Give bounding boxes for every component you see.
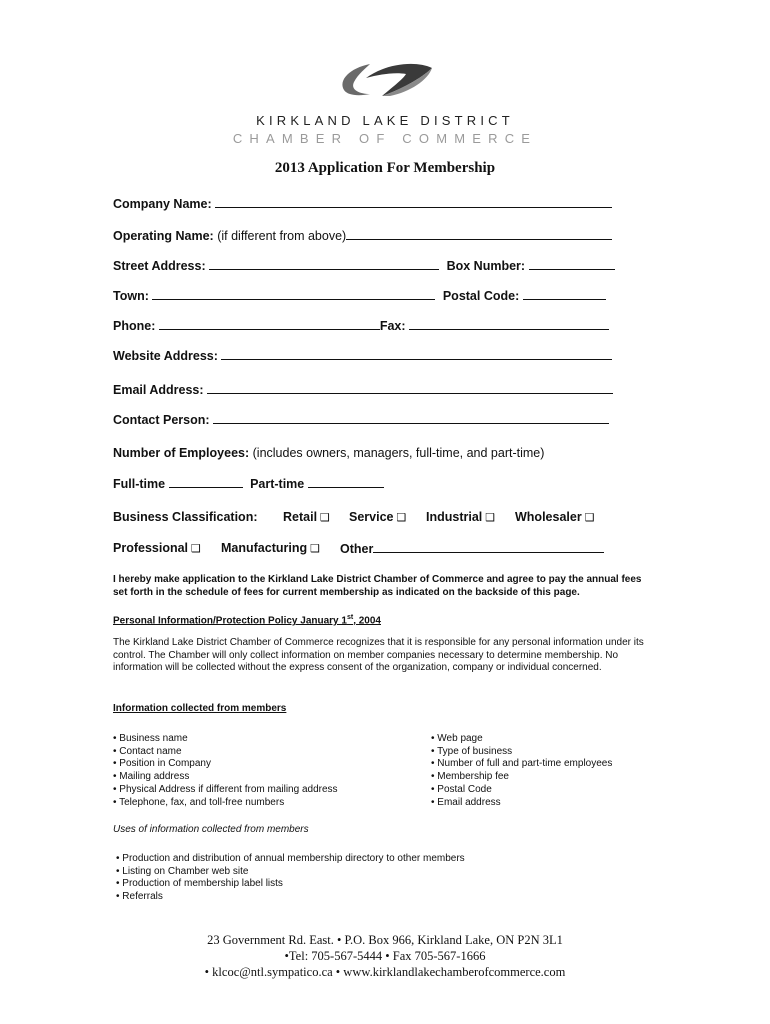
box-number-field[interactable] bbox=[529, 258, 615, 270]
list-item: • Number of full and part-time employees bbox=[431, 758, 613, 770]
box-number-label: Box Number: bbox=[446, 259, 526, 273]
list-item: • Contact name bbox=[113, 745, 182, 757]
service-label: Service bbox=[349, 510, 394, 524]
wholesaler-option[interactable] bbox=[515, 510, 595, 524]
uses-list bbox=[116, 853, 465, 904]
footer-phone: •Tel: 705-567-5444 • Fax 705-567-1666 bbox=[284, 949, 486, 963]
other-field[interactable] bbox=[373, 541, 604, 553]
list-item: • Physical Address if different from mailing address bbox=[113, 783, 338, 795]
list-item: • Production and distribution of annual membership directory to other members bbox=[116, 853, 465, 864]
contact-label: Contact Person: bbox=[113, 413, 210, 427]
contact-row bbox=[113, 412, 609, 427]
page-title: 2013 Application For Membership bbox=[274, 160, 496, 176]
footer-contact: • klcoc@ntl.sympatico.ca • www.kirklandlakechamberofcommerce.com bbox=[204, 965, 566, 979]
list-item: • Production of membership label lists bbox=[116, 878, 283, 890]
professional-option[interactable] bbox=[113, 541, 201, 555]
phone-row bbox=[113, 318, 609, 333]
phone-label: Phone: bbox=[113, 319, 156, 333]
classification-label-row bbox=[113, 510, 258, 524]
manufacturing-label: Manufacturing bbox=[221, 541, 308, 555]
policy-heading-sup: st bbox=[346, 614, 354, 621]
list-item: • Position in Company bbox=[113, 758, 211, 770]
employees-row bbox=[113, 446, 544, 460]
street-address-row bbox=[113, 258, 615, 273]
website-row bbox=[113, 348, 612, 363]
company-name-row bbox=[113, 196, 612, 211]
checkbox-icon[interactable]: ❑ bbox=[320, 511, 330, 524]
list-item: • Type of business bbox=[431, 745, 513, 757]
swoosh-logo-icon bbox=[330, 56, 440, 106]
retail-label: Retail bbox=[283, 510, 318, 524]
operating-name-note: (if different from above) bbox=[217, 229, 347, 243]
list-item: • Telephone, fax, and toll-free numbers bbox=[113, 796, 285, 808]
collected-heading: Information collected from members bbox=[113, 703, 287, 714]
policy-heading-end: , 2004 bbox=[353, 615, 381, 627]
list-item: • Referrals bbox=[116, 891, 163, 903]
manufacturing-option[interactable] bbox=[221, 541, 320, 555]
employees-note: (includes owners, managers, full-time, and part-time) bbox=[252, 446, 545, 460]
fax-field[interactable] bbox=[409, 318, 609, 330]
town-row bbox=[113, 288, 606, 303]
policy-body: The Kirkland Lake District Chamber of Commerce recognizes that it is responsible for any personal information under its control. The Chamber will only collect information on member companies necessary to determine membership. No information will be collected without the express consent of the organization, company or individual concerned. bbox=[113, 637, 644, 674]
checkbox-icon[interactable]: ❑ bbox=[396, 511, 407, 524]
email-row bbox=[113, 382, 613, 397]
email-label: Email Address: bbox=[113, 383, 204, 397]
collected-list-left bbox=[113, 733, 338, 809]
postal-code-field[interactable] bbox=[523, 288, 606, 300]
list-item: • Business name bbox=[113, 733, 188, 744]
org-name-line2: CHAMBER OF COMMERCE bbox=[232, 131, 538, 146]
email-field[interactable] bbox=[207, 382, 613, 394]
company-name-field[interactable] bbox=[215, 196, 612, 208]
uses-heading: Uses of information collected from members bbox=[113, 824, 309, 835]
checkbox-icon[interactable]: ❑ bbox=[191, 542, 201, 555]
list-item: • Email address bbox=[431, 796, 501, 808]
street-address-label: Street Address: bbox=[113, 259, 206, 273]
classification-label: Business Classification: bbox=[113, 510, 258, 524]
list-item: • Postal Code bbox=[431, 783, 492, 795]
policy-heading-text: Personal Information/Protection Policy January 1 bbox=[113, 615, 347, 627]
contact-field[interactable] bbox=[213, 412, 609, 424]
service-option[interactable] bbox=[349, 510, 406, 524]
fulltime-row bbox=[113, 476, 384, 491]
org-name-line1: KIRKLAND LAKE DISTRICT bbox=[256, 113, 514, 128]
fax-label: Fax: bbox=[379, 319, 406, 333]
policy-heading bbox=[113, 612, 658, 628]
full-time-label: Full-time bbox=[113, 477, 166, 491]
list-item: • Listing on Chamber web site bbox=[116, 865, 249, 877]
checkbox-icon[interactable]: ❑ bbox=[485, 511, 496, 524]
company-name-label: Company Name: bbox=[113, 197, 212, 211]
part-time-field[interactable] bbox=[308, 476, 384, 488]
declaration-text: I hereby make application to the Kirkland Lake District Chamber of Commerce and agree to pay the annual fees set forth in the schedule of fees for current membership as indicated on the backside of this page. bbox=[113, 574, 642, 598]
part-time-label: Part-time bbox=[250, 477, 305, 491]
town-field[interactable] bbox=[152, 288, 435, 300]
full-time-field[interactable] bbox=[169, 476, 243, 488]
checkbox-icon[interactable]: ❑ bbox=[584, 511, 595, 524]
list-item: • Web page bbox=[431, 733, 483, 744]
postal-code-label: Postal Code: bbox=[442, 289, 520, 303]
footer-address: 23 Government Rd. East. • P.O. Box 966, Kirkland Lake, ON P2N 3L1 bbox=[207, 933, 563, 947]
checkbox-icon[interactable]: ❑ bbox=[310, 542, 320, 555]
phone-field[interactable] bbox=[159, 318, 380, 330]
professional-label: Professional bbox=[113, 541, 189, 555]
other-option bbox=[340, 541, 604, 556]
wholesaler-label: Wholesaler bbox=[515, 510, 582, 524]
town-label: Town: bbox=[113, 289, 149, 303]
list-item: • Mailing address bbox=[113, 771, 190, 783]
website-field[interactable] bbox=[221, 348, 612, 360]
industrial-label: Industrial bbox=[426, 510, 483, 524]
website-label: Website Address: bbox=[113, 349, 218, 363]
retail-option[interactable] bbox=[283, 510, 330, 524]
employees-label: Number of Employees: bbox=[113, 446, 250, 460]
street-address-field[interactable] bbox=[209, 258, 439, 270]
operating-name-field[interactable] bbox=[346, 228, 612, 240]
industrial-option[interactable] bbox=[426, 510, 495, 524]
operating-name-row bbox=[113, 228, 612, 243]
list-item: • Membership fee bbox=[431, 771, 509, 783]
operating-name-label: Operating Name: bbox=[113, 229, 214, 243]
other-label: Other bbox=[340, 542, 374, 556]
collected-list-right bbox=[431, 733, 612, 809]
